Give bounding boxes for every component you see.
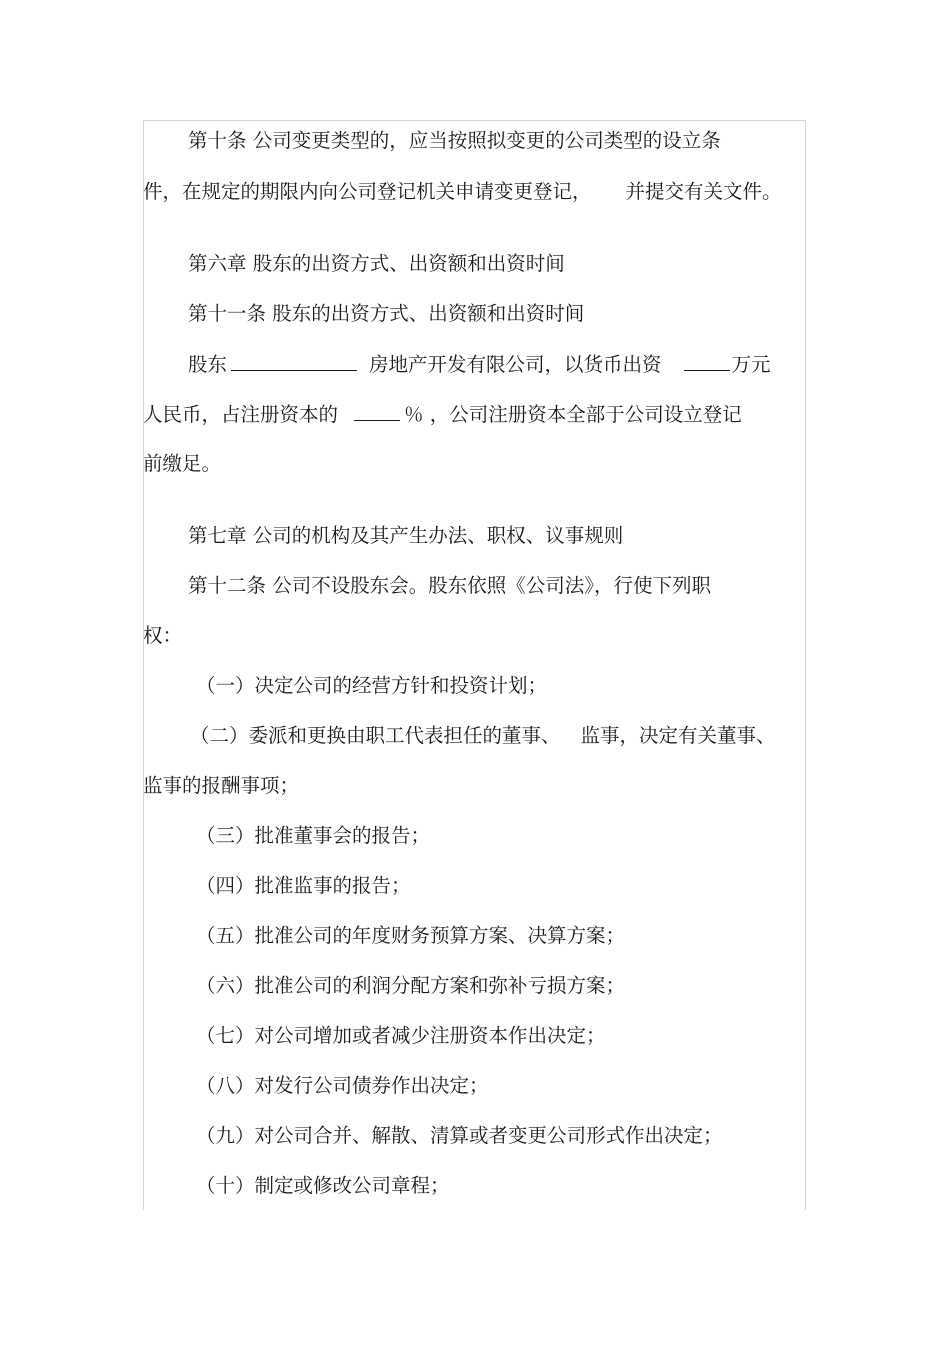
article-11-line-3: 前缴足。 <box>143 452 222 475</box>
list-item-1: （一）决定公司的经营方针和投资计划； <box>196 674 548 697</box>
list-item-7: （七）对公司增加或者减少注册资本作出决定； <box>196 1024 606 1047</box>
chapter-6-title: 第六章 股东的出资方式、出资额和出资时间 <box>188 252 565 275</box>
list-item-8: （八）对发行公司债券作出决定； <box>196 1074 489 1097</box>
company-text: 房地产开发有限公司，以货币出资 <box>369 353 662 376</box>
chapter-7-title: 第七章 公司的机构及其产生办法、职权、议事规则 <box>188 524 624 547</box>
percentage-text: ％ ，公司注册资本全部于公司设立登记 <box>404 403 742 426</box>
article-12-line-2: 权： <box>143 624 183 647</box>
list-item-5: （五）批准公司的年度财务预算方案、决算方案； <box>196 924 626 947</box>
article-11-title: 第十一条 股东的出资方式、出资额和出资时间 <box>188 302 585 325</box>
list-item-3: （三）批准董事会的报告； <box>196 824 431 847</box>
list-item-4: （四）批准监事的报告； <box>196 874 411 897</box>
currency-text: 人民币，占注册资本的 <box>143 403 339 426</box>
unit-text: 万元 <box>731 353 771 376</box>
article-10-line-2-end: 并提交有关文件。 <box>625 180 782 203</box>
article-11-line-1 <box>188 352 771 376</box>
list-item-9: （九）对公司合并、解散、清算或者变更公司形式作出决定； <box>196 1124 723 1147</box>
list-item-2 <box>190 724 776 748</box>
list-item-10: （十）制定或修改公司章程； <box>196 1174 450 1197</box>
list-item-6: （六）批准公司的利润分配方案和弥补亏损方案； <box>196 974 626 997</box>
list-item-2-cont: 监事，决定有关董事、 <box>580 724 776 747</box>
capital-amount-blank <box>684 352 730 371</box>
article-12-line-1: 第十二条 公司不设股东会。股东依照《公司法》，行使下列职 <box>188 574 711 597</box>
article-11-line-2 <box>143 402 742 426</box>
shareholder-label: 股东 <box>188 353 228 376</box>
article-10-line-1: 第十条 公司变更类型的，应当按照拟变更的公司类型的设立条 <box>188 129 721 152</box>
article-10-line-2 <box>143 180 782 204</box>
percentage-blank <box>354 402 400 421</box>
list-item-2-text: （二）委派和更换由职工代表担任的董事、 <box>190 724 561 747</box>
list-item-2-line-2: 监事的报酬事项； <box>143 774 300 797</box>
article-10-line-2-text: 件，在规定的期限内向公司登记机关申请变更登记， <box>143 180 592 203</box>
shareholder-name-blank <box>231 352 357 371</box>
